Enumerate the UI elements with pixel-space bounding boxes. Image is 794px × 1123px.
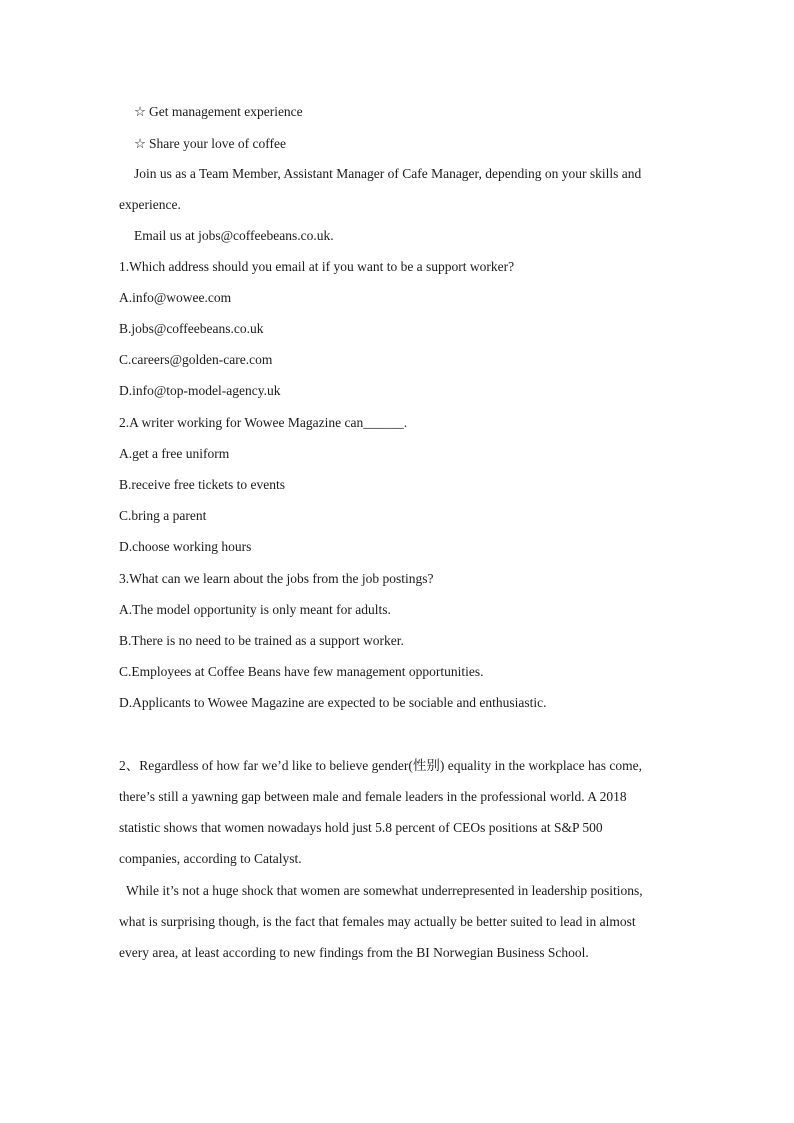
q3-option-c: C.Employees at Coffee Beans have few management opportunities.: [119, 664, 484, 679]
q3-option-b: B.There is no need to be trained as a support worker.: [119, 633, 404, 648]
bullet-text: Get management experience: [149, 104, 303, 119]
q1-option-d: D.info@top-model-agency.uk: [119, 383, 281, 398]
q2-option-d: D.choose working hours: [119, 539, 252, 554]
email-line: Email us at jobs@coffeebeans.co.uk.: [134, 228, 334, 243]
star-outline-icon: ☆: [134, 136, 147, 151]
passage2-p2-line1: While it’s not a huge shock that women are somewhat underrepresented in leadership positions,: [126, 883, 643, 898]
question-2-stem: 2.A writer working for Wowee Magazine can______.: [119, 415, 408, 430]
question-1-stem: 1.Which address should you email at if you want to be a support worker?: [119, 259, 515, 274]
bullet-coffee: [134, 135, 286, 153]
question-3-stem: 3.What can we learn about the jobs from the job postings?: [119, 571, 434, 586]
passage2-p1-line3: statistic shows that women nowadays hold just 5.8 percent of CEOs positions at S&P 500: [119, 820, 603, 835]
passage2-p1-line1: 2、Regardless of how far we’d like to believe gender(性别) equality in the workplace has come,: [119, 758, 642, 773]
q2-option-c: C.bring a parent: [119, 508, 207, 523]
q2-option-b: B.receive free tickets to events: [119, 477, 286, 492]
join-line-1: Join us as a Team Member, Assistant Manager of Cafe Manager, depending on your skills and: [134, 166, 642, 181]
q1-option-b: B.jobs@coffeebeans.co.uk: [119, 321, 264, 336]
passage2-p1-line4: companies, according to Catalyst.: [119, 851, 302, 866]
star-outline-icon: ☆: [134, 104, 147, 119]
passage2-p1-line2: there’s still a yawning gap between male and female leaders in the professional world. A 2018: [119, 789, 627, 804]
bullet-text: Share your love of coffee: [149, 136, 286, 151]
join-line-2: experience.: [119, 197, 181, 212]
q2-option-a: A.get a free uniform: [119, 446, 230, 461]
q1-option-a: A.info@wowee.com: [119, 290, 232, 305]
passage2-p2-line2: what is surprising though, is the fact that females may actually be better suited to lead in almost: [119, 914, 636, 929]
q3-option-a: A.The model opportunity is only meant for adults.: [119, 602, 391, 617]
q3-option-d: D.Applicants to Wowee Magazine are expected to be sociable and enthusiastic.: [119, 695, 547, 710]
bullet-management: [134, 103, 303, 121]
passage2-p2-line3: every area, at least according to new findings from the BI Norwegian Business School.: [119, 945, 589, 960]
q1-option-c: C.careers@golden-care.com: [119, 352, 273, 367]
